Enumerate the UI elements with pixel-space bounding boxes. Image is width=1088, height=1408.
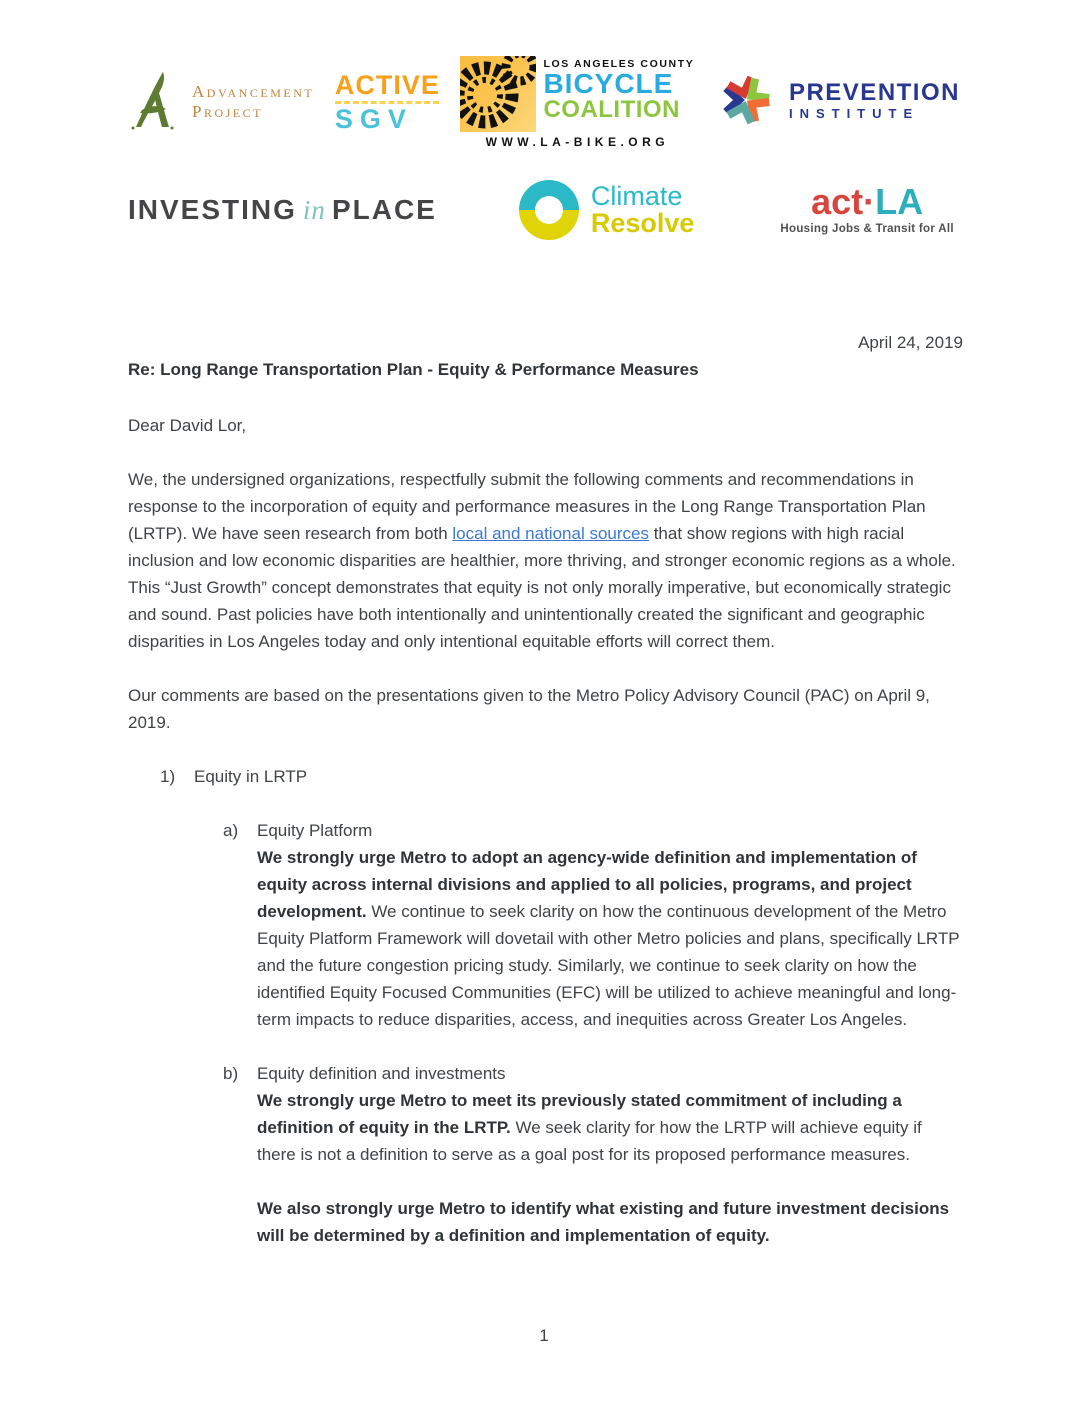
list-item-a — [223, 817, 963, 1033]
investing-in-place-logo — [128, 194, 437, 226]
item-b-bold-paragraph-2: We also strongly urge Metro to identify what existing and future investment decisions will be determined by a definition and implementation of equity. — [257, 1199, 950, 1245]
dot-separator: · — [863, 181, 876, 222]
logo-row-1 — [128, 52, 960, 152]
place-text: PLACE — [331, 194, 437, 225]
paragraph-2: Our comments are based on the presentations given to the Metro Policy Advisory Council (PAC) on April 9, 2019. — [128, 686, 930, 732]
list-item-b — [223, 1060, 963, 1249]
advancement-line2: Project — [192, 102, 263, 121]
in-script-text: in — [302, 194, 326, 225]
item-a-bold-text: We strongly urge Metro to adopt an agency-wide definition and implementation of equity across internal divisions and applied to all policies, programs, and project development. — [257, 848, 917, 921]
paragraph-1 — [128, 466, 963, 655]
prevention-institute-logo — [715, 69, 960, 136]
item-a-paragraph — [257, 844, 963, 1033]
bicycle-coalition-main — [460, 56, 694, 132]
item-b-rest-text: We seek clarity for how the LRTP will achieve equity if there is not a definition to serve as a goal post for its proposed performance measures. — [257, 1118, 922, 1164]
climate-text: Climate — [590, 181, 683, 211]
item-a-rest-text: We continue to seek clarity on how the continuous development of the Metro Equity Platform Framework will dovetail with other Metro policies and plans, specifically LRTP and the future congestion pricing study. Similarly, we continue to seek clarity on how the identified Equity Focused Communities (EFC) will be utilized to achieve meaningful and long-term impacts to reduce disparities, access, and inequities across Greater Los Angeles. — [257, 902, 960, 1029]
logo-row-2 — [128, 174, 960, 246]
list-item-1 — [160, 763, 963, 790]
climate-resolve-logo — [519, 180, 695, 240]
act-la-wordmark — [811, 181, 924, 222]
act-text: act — [811, 181, 864, 222]
active-sgv-line2: SGV — [334, 104, 413, 134]
salutation: Dear David Lor, — [128, 416, 247, 435]
pinwheel-star-icon — [715, 69, 777, 136]
lacbc-coalition-text: COALITION — [543, 95, 680, 123]
letter-body — [0, 329, 1088, 1249]
investing-text: INVESTING — [128, 194, 297, 225]
act-la-tagline: Housing Jobs & Transit for All — [780, 223, 954, 235]
paragraph-1-pre: We, the undersigned organizations, respectfully submit the following comments and recommendations in response to the incorporation of equity and performance measures in the Long Range Transportation Plan (LRTP). We have seen research from both — [128, 470, 926, 543]
lacbc-url-text: WWW.LA-BIKE.ORG — [485, 134, 670, 149]
resolve-text: Resolve — [590, 208, 695, 238]
active-sgv-logo — [335, 72, 440, 132]
list-item-a-label: Equity Platform — [257, 821, 373, 840]
brush-a-icon — [128, 69, 184, 136]
institute-text: INSTITUTE — [788, 106, 920, 121]
advancement-project-logo — [128, 69, 314, 136]
donut-ring-icon — [519, 180, 579, 240]
page-number: 1 — [539, 1326, 549, 1345]
bicycle-coalition-wordmark — [543, 56, 694, 122]
subject-line: Re: Long Range Transportation Plan - Equity & Performance Measures — [128, 360, 699, 379]
list-marker-1: 1) — [160, 767, 176, 786]
list-item-1-label: Equity in LRTP — [194, 767, 308, 786]
logo-header — [0, 0, 1088, 246]
advancement-line1: Advancement — [192, 82, 315, 101]
item-b-paragraph — [257, 1087, 963, 1168]
la-text: LA — [875, 181, 924, 222]
act-la-logo — [780, 181, 954, 235]
list-item-b-label: Equity definition and investments — [257, 1064, 506, 1083]
item-b-bold-text: We strongly urge Metro to meet its previously stated commitment of including a definition of equity in the LRTP. — [257, 1091, 902, 1137]
lacbc-bicycle-text: BICYCLE — [543, 67, 674, 99]
sources-link[interactable]: local and national sources — [452, 524, 649, 543]
letter-date: April 24, 2019 — [858, 333, 963, 352]
lacbc-county-text: LOS ANGELES COUNTY — [543, 57, 695, 70]
prevention-institute-wordmark — [789, 81, 960, 123]
prevention-text: PREVENTION — [788, 79, 960, 106]
paragraph-1-post: that show regions with high racial inclusion and low economic disparities are healthier, more thriving, and stronger economic regions as a whole. This “Just Growth” concept demonstrates that equity is not only morally imperative, but economically strategic and sound. Past policies have both intentionally and unintentionally created the significant and geographic disparities in Los Angeles today and only intentional equitable efforts will correct them. — [128, 524, 956, 651]
list-marker-b: b) — [223, 1064, 239, 1083]
bicycle-coalition-logo — [460, 56, 694, 149]
climate-resolve-wordmark — [591, 183, 695, 237]
gear-sprocket-icon — [460, 56, 536, 132]
advancement-project-wordmark — [192, 82, 314, 122]
active-sgv-line1: ACTIVE — [334, 70, 440, 100]
list-marker-a: a) — [223, 821, 239, 840]
